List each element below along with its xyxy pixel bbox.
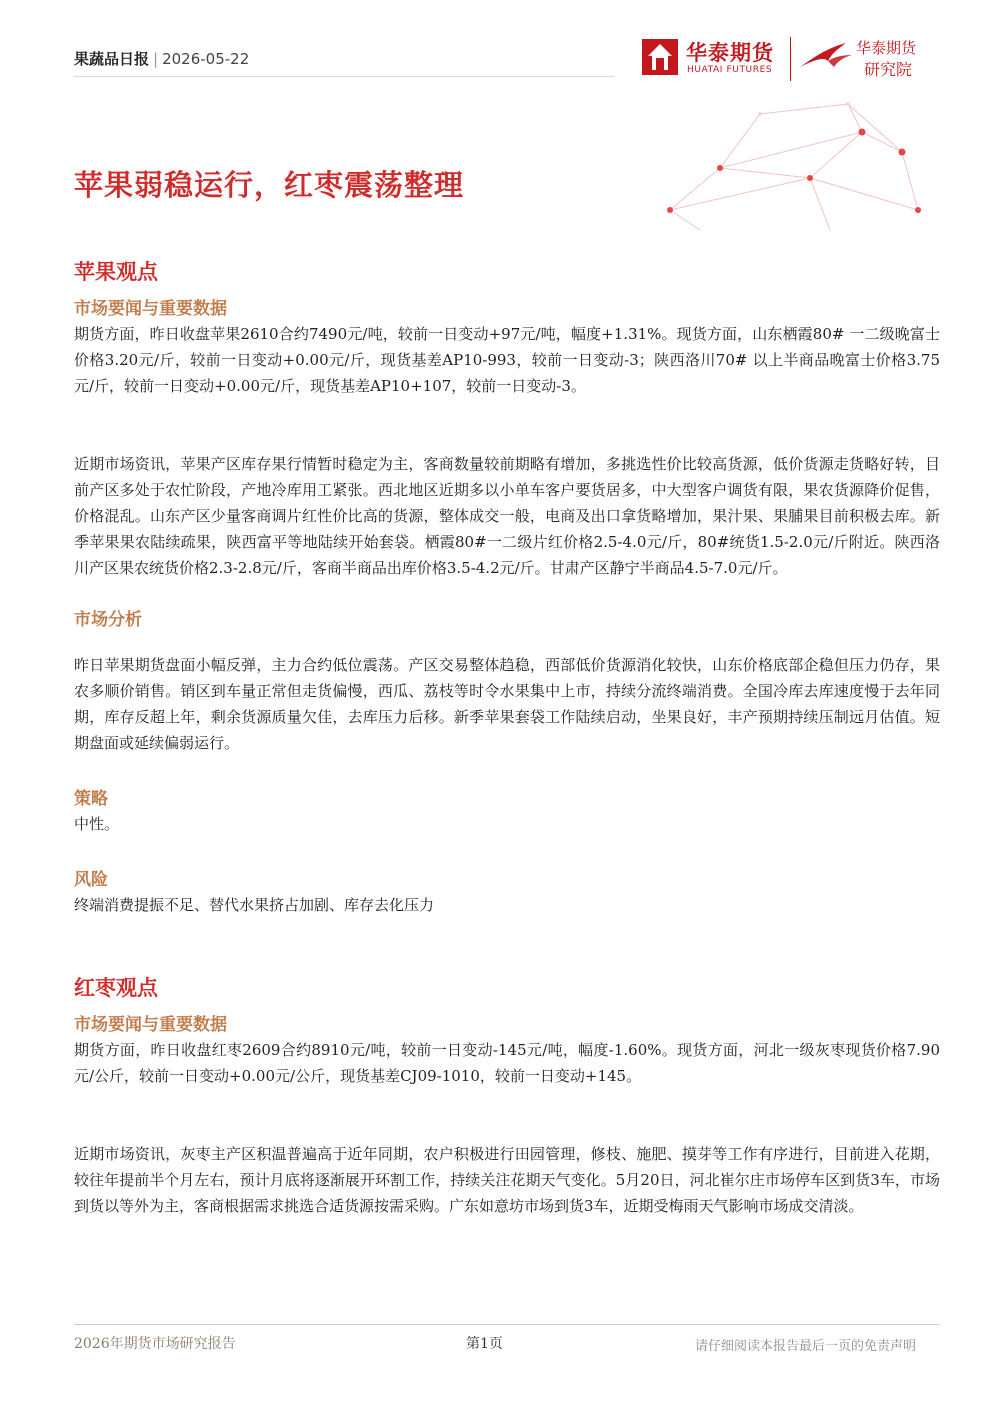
apple-risk-text: 终端消费提振不足、替代水果挤占加剧、库存去化压力 <box>74 896 435 914</box>
apple-analysis-heading: 市场分析 <box>74 610 142 630</box>
huatai-logo-icon <box>642 39 678 75</box>
footer-rule <box>74 1324 940 1325</box>
report-header <box>74 48 249 69</box>
decorative-network-graphic <box>600 84 930 230</box>
header-rule <box>74 76 614 77</box>
company-name-cn: 华泰期货 <box>686 41 774 65</box>
apple-strategy-heading: 策略 <box>74 789 108 809</box>
institute-name-line1: 华泰期货 <box>856 39 917 57</box>
apple-news-paragraph-2: 近期市场资讯，苹果产区库存果行情暂时稳定为主，客商数量较前期略有增加，多挑选性价比较高货源，低价货源走货略好转，目前产区多处于农忙阶段，产地冷库用工紧张。西北地区近期多以小单车客户要货居多，中大型客户调货有限，果农货源降价促售，价格混乱。山东产区少量客商调片红性价比高的货源，整体成交一般，电商及出口拿货略增加，果汁果、果脯果目前积极去库。新季苹果果农陆续疏果，陕西富平等地陆续开始套袋。栖霞80#一二级片红价格2.5-4.0元/斤，80#统货1.5-2.0元/斤附近。陕西洛川产区果农统货价格2.3-2.8元/斤，客商半商品出库价格3.5-4.2元/斤。甘肃产区静宁半商品4.5-7.0元/斤。 <box>74 455 940 577</box>
apple-analysis-paragraph: 昨日苹果期货盘面小幅反弹，主力合约低位震荡。产区交易整体趋稳，西部低价货源消化较快，山东价格底部企稳但压力仍存，果农多顺价销售。销区到车量正常但走货偏慢，西瓜、荔枝等时令水果集中上市，持续分流终端消费。全国冷库去库速度慢于去年同期，库存反超上年，剩余货源质量欠佳，去库压力后移。新季苹果套袋工作陆续启动，坐果良好，丰产预期持续压制远月估值。短期盘面或延续偏弱运行。 <box>74 656 940 752</box>
header-separator: | <box>153 50 159 68</box>
logo-divider <box>790 37 791 81</box>
report-date: 2026-05-22 <box>162 50 250 68</box>
footer-report-series: 2026年期货市场研究报告 <box>74 1336 236 1352</box>
report-name: 果蔬品日报 <box>74 50 150 68</box>
apple-news-paragraph-1: 期货方面，昨日收盘苹果2610合约7490元/吨，较前一日变动+97元/吨，幅度+1.31%。现货方面，山东栖霞80# 一二级晚富士价格3.20元/斤，较前一日变动+0.00元/斤，现货基差AP10-993，较前一日变动-3；陕西洛川70# 以上半商品晚富士价格3.75元/斤，较前一日变动+0.00元/斤，现货基差AP10+107，较前一日变动-3。 <box>74 325 940 395</box>
apple-strategy-text: 中性。 <box>74 815 120 833</box>
report-body <box>74 256 940 1219</box>
apple-section-heading: 苹果观点 <box>74 260 158 284</box>
jujube-news-paragraph-1: 期货方面，昨日收盘红枣2609合约8910元/吨，较前一日变动-145元/吨，幅度-1.60%。现货方面，河北一级灰枣现货价格7.90元/公斤，较前一日变动+0.00元/公斤，现货基差CJ09-1010，较前一日变动+145。 <box>74 1041 940 1085</box>
company-logo <box>642 37 922 83</box>
apple-news-heading: 市场要闻与重要数据 <box>74 299 227 319</box>
report-title: 苹果弱稳运行，红枣震荡整理 <box>74 168 465 202</box>
jujube-section-heading: 红枣观点 <box>74 976 158 1000</box>
institute-bird-icon <box>798 39 854 71</box>
footer-disclaimer-note: 请仔细阅读本报告最后一页的免责声明 <box>694 1339 916 1354</box>
company-name-en: HUATAI FUTURES <box>687 65 773 75</box>
institute-name-line2: 研究院 <box>864 60 913 79</box>
jujube-news-heading: 市场要闻与重要数据 <box>74 1015 227 1035</box>
apple-risk-heading: 风险 <box>74 870 108 890</box>
jujube-news-paragraph-2: 近期市场资讯，灰枣主产区积温普遍高于近年同期，农户积极进行田园管理，修枝、施肥、摸芽等工作有序进行，目前进入花期，较往年提前半个月左右，预计月底将逐渐展开环割工作，持续关注花期天气变化。5月20日，河北崔尔庄市场停车区到货3车，市场到货以等外为主，客商根据需求挑选合适货源按需采购。广东如意坊市场到货3车，近期受梅雨天气影响市场成交清淡。 <box>74 1145 940 1215</box>
page-number: 第1页 <box>466 1336 503 1352</box>
